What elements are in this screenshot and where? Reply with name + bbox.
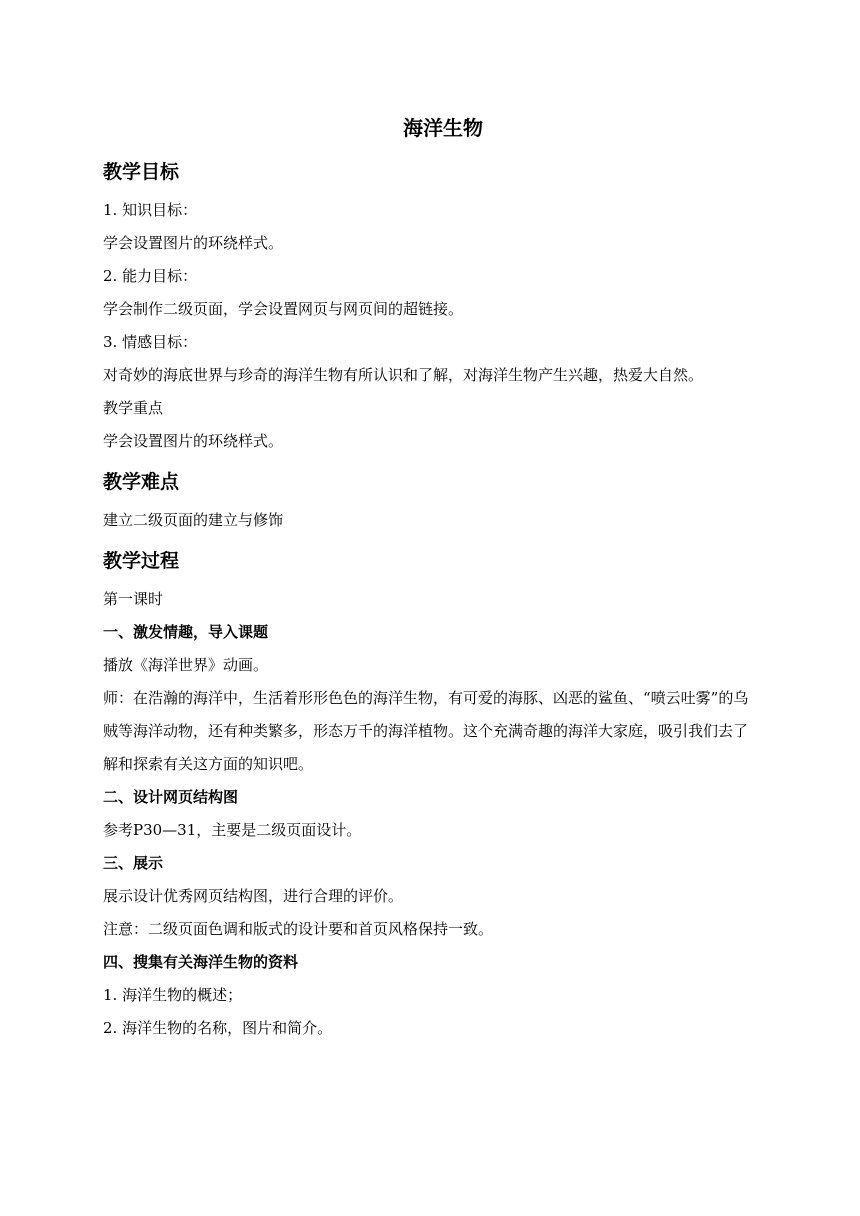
step-2-heading: 二、设计网页结构图 [103,788,239,806]
step-1-heading: 一、激发情趣，导入课题 [103,623,269,641]
step-1-text-1: 播放《海洋世界》动画。 [103,656,269,674]
objective-1-label: 1. 知识目标： [103,201,198,219]
key-point-text: 学会设置图片的环绕样式。 [103,432,284,450]
lesson-label: 第一课时 [103,590,164,608]
step-4-item-1: 1. 海洋生物的概述； [103,986,243,1004]
step-4-item-2: 2. 海洋生物的名称，图片和简介。 [103,1019,333,1037]
objective-2-label: 2. 能力目标： [103,267,198,285]
difficulty-text: 建立二级页面的建立与修饰 [103,511,284,529]
document-body [103,110,759,1045]
objective-1-text: 学会设置图片的环绕样式。 [103,234,284,252]
step-1-text-2: 师：在浩瀚的海洋中，生活着形形色色的海洋生物，有可爱的海豚、凶恶的鲨鱼、“喷云吐雾”的乌贼等海洋动物，还有种类繁多，形态万千的海洋植物。这个充满奇趣的海洋大家庭，吸引我们去了解和探索有关这方面的知识吧。 [103,689,749,773]
heading-objectives: 教学目标 [103,161,180,183]
heading-difficulty: 教学难点 [103,471,180,493]
objective-2-text: 学会制作二级页面，学会设置网页与网页间的超链接。 [103,300,464,318]
heading-process: 教学过程 [103,550,180,572]
objective-3-text: 对奇妙的海底世界与珍奇的海洋生物有所认识和了解，对海洋生物产生兴趣，热爱大自然。 [103,366,704,384]
step-3-text-1: 展示设计优秀网页结构图，进行合理的评价。 [103,887,404,905]
step-3-heading: 三、展示 [103,854,164,872]
key-point-label: 教学重点 [103,399,164,417]
objective-3-label: 3. 情感目标： [103,333,198,351]
step-4-heading: 四、搜集有关海洋生物的资料 [103,953,299,971]
document-title: 海洋生物 [403,116,483,140]
step-2-text: 参考P30—31，主要是二级页面设计。 [103,821,362,839]
step-3-text-2: 注意：二级页面色调和版式的设计要和首页风格保持一致。 [103,920,494,938]
